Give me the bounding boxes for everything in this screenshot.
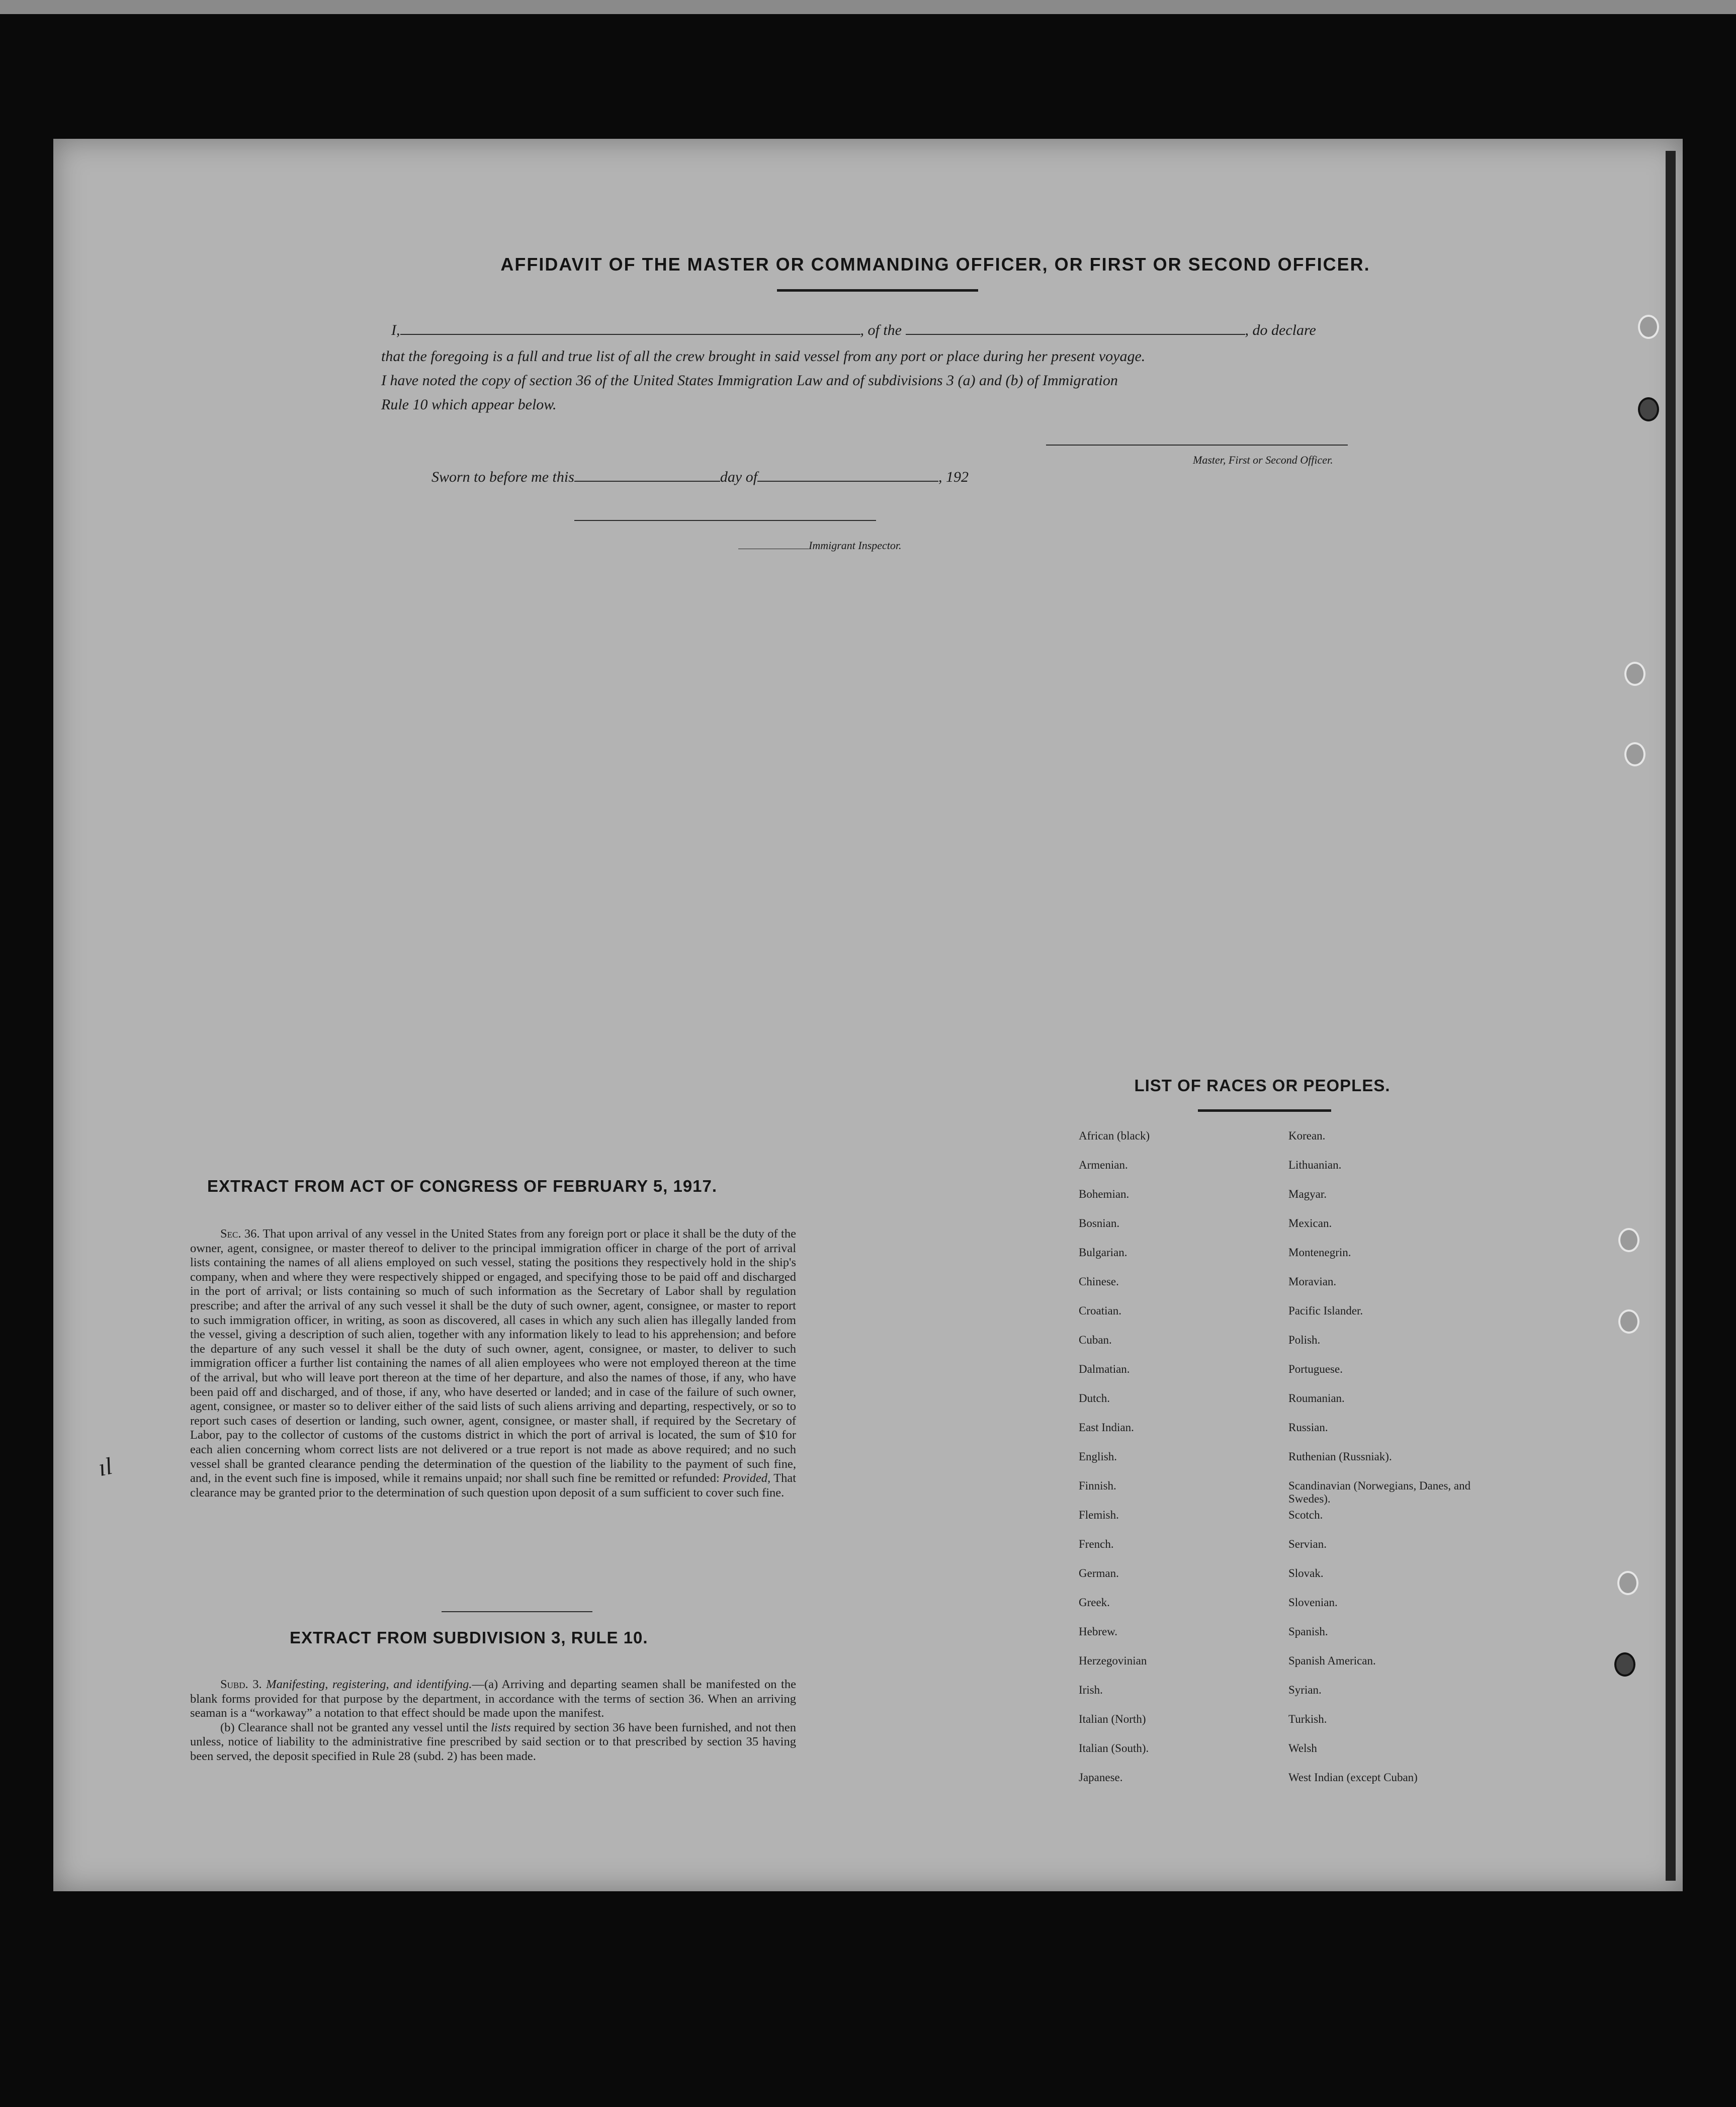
races-title-underline	[1198, 1109, 1331, 1112]
race-item: Finnish.	[1079, 1479, 1116, 1492]
section-divider	[442, 1611, 592, 1612]
punch-hole-icon	[1638, 315, 1659, 339]
sworn-month-blank	[757, 481, 938, 482]
punch-hole-icon	[1618, 1228, 1639, 1252]
race-item: Armenian.	[1079, 1159, 1128, 1171]
race-item: Italian (South).	[1079, 1742, 1149, 1754]
punch-hole-icon	[1614, 1652, 1635, 1677]
race-item: Hebrew.	[1079, 1625, 1118, 1638]
act-extract-title: EXTRACT FROM ACT OF CONGRESS OF FEBRUARY 5, 1917.	[207, 1177, 718, 1195]
race-item: Syrian.	[1288, 1684, 1322, 1696]
race-item: Bulgarian.	[1079, 1246, 1127, 1259]
punch-hole-icon	[1617, 1571, 1638, 1595]
rule-extract-title: EXTRACT FROM SUBDIVISION 3, RULE 10.	[290, 1628, 648, 1647]
race-item: Dutch.	[1079, 1392, 1110, 1404]
races-right-column	[1288, 1129, 1500, 1800]
race-item: Croatian.	[1079, 1304, 1121, 1317]
races-left-column	[1079, 1129, 1290, 1800]
race-item: Portuguese.	[1288, 1363, 1343, 1375]
race-item: Italian (North)	[1079, 1713, 1146, 1725]
affidavit-title-underline	[777, 289, 978, 292]
race-item: German.	[1079, 1567, 1119, 1579]
race-item: Bosnian.	[1079, 1217, 1120, 1230]
race-item: Chinese.	[1079, 1275, 1119, 1288]
inspector-signature-label: Immigrant Inspector.	[738, 539, 902, 552]
race-item: Scandinavian (Norwegians, Danes, and Swedes).	[1288, 1479, 1471, 1505]
race-item: Lithuanian.	[1288, 1159, 1342, 1171]
affidavit-line-2: that the foregoing is a full and true list of all the crew brought in said vessel from any port or place during her present voyage.	[381, 348, 1146, 365]
race-item: Dalmatian.	[1079, 1363, 1130, 1375]
race-item: Mexican.	[1288, 1217, 1332, 1230]
race-item: Servian.	[1288, 1538, 1327, 1550]
race-item: Ruthenian (Russniak).	[1288, 1450, 1392, 1463]
race-item: West Indian (except Cuban)	[1288, 1771, 1418, 1784]
race-item: East Indian.	[1079, 1421, 1134, 1434]
race-item: Turkish.	[1288, 1713, 1327, 1725]
punch-hole-icon	[1618, 1309, 1639, 1334]
affidavit-title: AFFIDAVIT OF THE MASTER OR COMMANDING OFFICER, OR FIRST OR SECOND OFFICER.	[500, 254, 1370, 275]
race-item: Russian.	[1288, 1421, 1328, 1434]
race-item: Irish.	[1079, 1684, 1103, 1696]
race-item: Pacific Islander.	[1288, 1304, 1363, 1317]
race-item: Roumanian.	[1288, 1392, 1345, 1404]
vessel-blank	[906, 334, 1245, 335]
punch-hole-icon	[1638, 397, 1659, 421]
race-item: Slovenian.	[1288, 1596, 1338, 1609]
race-item: Flemish.	[1079, 1509, 1119, 1521]
race-item: French.	[1079, 1538, 1114, 1550]
race-item: English.	[1079, 1450, 1117, 1463]
race-item: Welsh	[1288, 1742, 1317, 1754]
race-item: Spanish American.	[1288, 1654, 1376, 1667]
race-item: Korean.	[1288, 1129, 1326, 1142]
scan-top-strip	[0, 0, 1736, 14]
rule-extract-text: Subd. 3. Manifesting, registering, and identifying.—(a) Arriving and departing seamen shall be manifested on the blank forms provided for that purpose by the department, in accordance with the terms of section 36. When an arriving seaman is a “workaway” a notation to that effect should be made upon the manifest. (b) Clearance shall not be granted any vessel until the lists required by section 36 have been furnished, and not then unless, notice of liability to the administrative fine prescribed by said section or to that prescribed by section 35 having been served, the deposit specified in Rule 28 (subd. 2) has been made.	[190, 1678, 796, 1763]
race-item: African (black)	[1079, 1129, 1150, 1142]
affidavit-line-1: I, , of the , do declare	[391, 322, 1316, 338]
handwritten-mark: ıl	[96, 1452, 115, 1482]
race-item: Moravian.	[1288, 1275, 1337, 1288]
race-item: Herzegovinian	[1079, 1654, 1147, 1667]
affidavit-line-4: Rule 10 which appear below.	[381, 396, 557, 413]
sworn-line: Sworn to before me this day of , 192	[431, 469, 969, 485]
race-item: Cuban.	[1079, 1334, 1112, 1346]
master-signature-line	[1046, 445, 1348, 446]
act-extract-text: Sec. 36. That upon arrival of any vessel in the United States from any foreign port or place it shall be the duty of the owner, agent, consignee, or master thereof to deliver to the principal immigration officer in charge of the port of arrival lists containing the names of all aliens employed on such vessel, stating the positions they respectively hold in the ship's company, when and where they were respectively shipped or engaged, and specifying those to be paid off and discharged in the port of arrival; or lists containing so much of such information as the Secretary of Labor shall by regulation prescribe; and after the arrival of any such vessel it shall be the duty of such owner, agent, consignee, or master to report to such immigration officer, in writing, as soon as discovered, all cases in which any such alien has illegally landed from the vessel, giving a description of such alien, together with any information likely to lead to his apprehension; and before the departure of any such vessel it shall be the duty of such owner, agent, consignee, or master, to deliver to such immigration officer a further list containing the names of all alien employees who were not employed thereon at the time of the arrival, but who will leave port thereon at the time of her departure, and also the names of those, if any, who have been paid off and discharged, and of those, if any, who have deserted or landed; and in case of the failure of such owner, agent, consignee, or master so to deliver either of the said lists of such aliens arriving and departing, respectively, or so to report such cases of desertion or landing, such owner, agent, consignee, or master shall, if required by the Secretary of Labor, pay to the collector of customs of the customs district in which the port of arrival is located, the sum of $10 for each alien concerning whom correct lists are not delivered or a true report is not made as above required; and no such vessel shall be granted clearance pending the determination of the question of the liability to the payment of such fine, and, in the event such fine is imposed, while it remains unpaid; nor shall such fine be remitted or refunded: Provided, That clearance may be granted prior to the determination of such question upon deposit of a sum sufficient to cover such fine.	[190, 1227, 797, 1500]
race-item: Magyar.	[1288, 1188, 1327, 1200]
punch-hole-icon	[1624, 662, 1645, 686]
race-item: Polish.	[1288, 1334, 1321, 1346]
race-item: Japanese.	[1079, 1771, 1123, 1784]
sworn-day-blank	[574, 481, 720, 482]
name-blank	[400, 334, 860, 335]
races-title: LIST OF RACES OR PEOPLES.	[1134, 1076, 1391, 1095]
punch-hole-icon	[1624, 742, 1645, 766]
sheet-right-edge	[1666, 151, 1676, 1881]
race-item: Slovak.	[1288, 1567, 1324, 1579]
affidavit-line-3: I have noted the copy of section 36 of the United States Immigration Law and of subdivisions 3 (a) and (b) of Immigration	[381, 372, 1118, 389]
race-item: Scotch.	[1288, 1509, 1323, 1521]
race-item: Bohemian.	[1079, 1188, 1130, 1200]
inspector-signature-line	[574, 520, 876, 521]
race-item: Spanish.	[1288, 1625, 1328, 1638]
race-item: Montenegrin.	[1288, 1246, 1351, 1259]
race-item: Greek.	[1079, 1596, 1110, 1609]
master-signature-label: Master, First or Second Officer.	[1193, 454, 1333, 466]
